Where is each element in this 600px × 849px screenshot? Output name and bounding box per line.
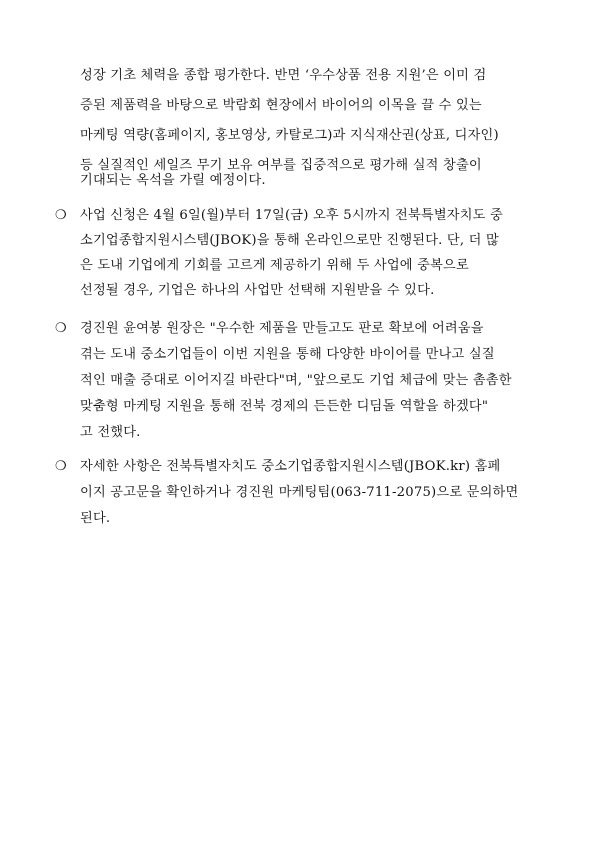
text-line: 경진원 윤여봉 원장은 "우수한 제품을 만들고도 판로 확보에 어려움을 — [80, 321, 484, 336]
text-line: 기대되는 옥석을 가릴 예정이다. — [80, 173, 266, 188]
text-line: 된다. — [80, 511, 111, 526]
text-line: 성장 기초 체력을 종합 평가한다. 반면 ‘우수상품 전용 지원’은 이미 검 — [80, 68, 487, 83]
text-line: 마케팅 역량(홈페이지, 홍보영상, 카탈로그)과 지식재산권(상표, 디자인) — [80, 128, 499, 143]
text-line: 등 실질적인 세일즈 무기 보유 여부를 집중적으로 평가해 실적 창출이 — [80, 158, 482, 173]
text-line: 적인 매출 증대로 이어지길 바란다"며, "앞으로도 기업 체급에 맞는 촘촘한 — [80, 373, 512, 388]
text-line: 증된 제품력을 바탕으로 박람회 현장에서 바이어의 이목을 끌 수 있는 — [80, 98, 482, 113]
text-line: 고 전했다. — [80, 425, 141, 440]
text-line: 자세한 사항은 전북특별자치도 중소기업종합지원시스템(JBOK.kr) 홈페 — [80, 459, 501, 474]
text-line: 소기업종합지원시스템(JBOK)을 통해 온라인으로만 진행된다. 단, 더 많 — [80, 233, 499, 248]
circle-bullet-icon: ❍ — [55, 321, 67, 336]
text-line: 사업 신청은 4월 6일(월)부터 17일(금) 오후 5시까지 전북특별자치도 중 — [80, 208, 503, 223]
text-line: 이지 공고문을 확인하거나 경진원 마케팅팀(063-711-2075)으로 문의하면 — [80, 485, 519, 500]
text-line: 선정될 경우, 기업은 하나의 사업만 선택해 지원받을 수 있다. — [80, 283, 435, 298]
text-line: 겪는 도내 중소기업들이 이번 지원을 통해 다양한 바이어를 만나고 실질 — [80, 347, 495, 362]
text-line: 맞춤형 마케팅 지원을 통해 전북 경제의 든든한 디딤돌 역할을 하겠다" — [80, 399, 489, 414]
circle-bullet-icon: ❍ — [55, 208, 67, 223]
circle-bullet-icon: ❍ — [55, 459, 67, 474]
text-line: 은 도내 기업에게 기회를 고르게 제공하기 위해 두 사업에 중복으로 — [80, 258, 469, 273]
